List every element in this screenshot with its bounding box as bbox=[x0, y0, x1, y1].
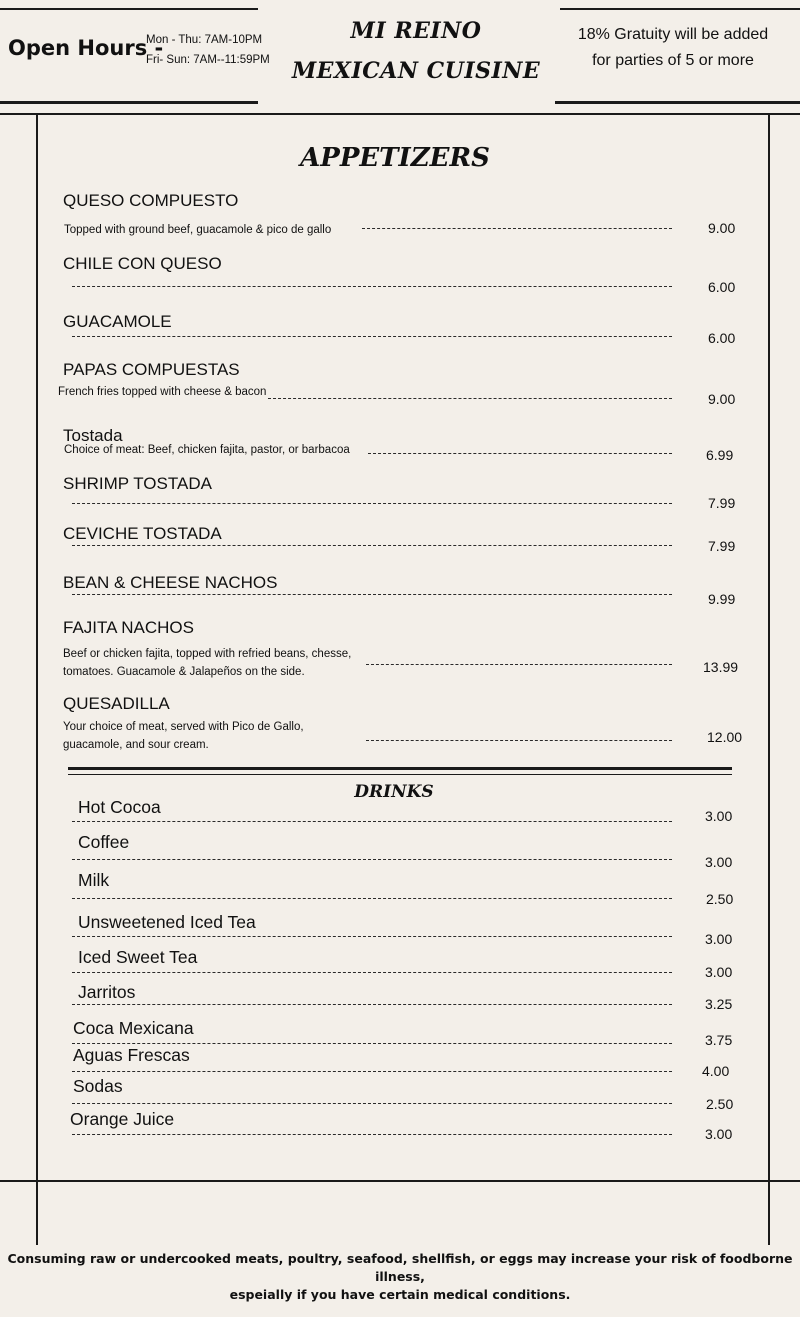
leader-line bbox=[362, 228, 672, 229]
frame-left-border bbox=[36, 113, 38, 1245]
header-rule-top-right bbox=[560, 8, 800, 10]
header-rule-right-thick bbox=[555, 101, 800, 104]
leader-line bbox=[72, 859, 672, 860]
header-rule-left-thick bbox=[0, 101, 258, 104]
item-name: QUESO COMPUESTO bbox=[63, 191, 239, 210]
item-description: Your choice of meat, served with Pico de Gallo, guacamole, and sour cream. bbox=[63, 721, 304, 751]
item-name: Hot Cocoa bbox=[78, 797, 161, 817]
leader-line bbox=[72, 1004, 672, 1005]
item-name: Milk bbox=[78, 870, 110, 890]
leader-line bbox=[368, 453, 672, 454]
drinks-divider-thin bbox=[68, 774, 732, 775]
item-name: QUESADILLA bbox=[63, 694, 170, 713]
drinks-title: DRINKS bbox=[354, 782, 434, 802]
item-price: 3.00 bbox=[705, 964, 733, 980]
frame-top-rule bbox=[0, 113, 800, 115]
item-name: Sodas bbox=[73, 1076, 123, 1096]
item-price: 6.00 bbox=[708, 279, 736, 295]
item-name: Unsweetened Iced Tea bbox=[78, 912, 256, 932]
hours-weekday: Mon - Thu: 7AM-10PM bbox=[146, 34, 263, 46]
item-name: CEVICHE TOSTADA bbox=[63, 524, 222, 543]
item-name: Tostada bbox=[63, 426, 123, 445]
item-price: 2.50 bbox=[706, 1096, 734, 1112]
item-price: 2.50 bbox=[706, 891, 734, 907]
item-price: 9.00 bbox=[708, 391, 736, 407]
item-price: 12.00 bbox=[707, 729, 743, 745]
hours-weekend: Fri- Sun: 7AM--11:59PM bbox=[146, 54, 270, 66]
item-price: 6.00 bbox=[708, 330, 736, 346]
item-name: GUACAMOLE bbox=[63, 312, 172, 331]
item-description: French fries topped with cheese & bacon bbox=[58, 386, 267, 398]
leader-line bbox=[72, 594, 672, 595]
item-price: 3.00 bbox=[705, 1126, 733, 1142]
leader-line bbox=[268, 398, 672, 399]
item-name: Orange Juice bbox=[70, 1109, 175, 1129]
open-hours-label: Open Hours - bbox=[8, 36, 164, 60]
frame-bottom-rule bbox=[0, 1180, 800, 1182]
leader-line bbox=[72, 1071, 672, 1072]
item-price: 13.99 bbox=[703, 659, 739, 675]
item-price: 6.99 bbox=[706, 447, 734, 463]
leader-line bbox=[72, 286, 672, 287]
leader-line bbox=[72, 503, 672, 504]
item-price: 3.00 bbox=[705, 808, 733, 824]
restaurant-subtitle: MEXICAN CUISINE bbox=[291, 58, 541, 84]
appetizers-title: APPETIZERS bbox=[300, 143, 490, 173]
leader-line bbox=[366, 740, 672, 741]
leader-line bbox=[72, 545, 672, 546]
item-description: Topped with ground beef, guacamole & pico de gallo bbox=[64, 224, 332, 236]
gratuity-notice: 18% Gratuity will be added for parties of 5 or more bbox=[577, 26, 769, 69]
warning-line-1: Consuming raw or undercooked meats, poultry, seafood, shellfish, or eggs may increase your risk of foodborne illness, bbox=[7, 1251, 793, 1284]
drinks-divider-thick bbox=[68, 767, 732, 770]
item-name: FAJITA NACHOS bbox=[63, 618, 194, 637]
item-price: 3.00 bbox=[705, 854, 733, 870]
leader-line bbox=[72, 972, 672, 973]
item-name: CHILE CON QUESO bbox=[63, 254, 222, 273]
food-safety-warning bbox=[0, 1250, 800, 1304]
item-name: Jarritos bbox=[78, 982, 136, 1002]
warning-line-2: espeially if you have certain medical conditions. bbox=[229, 1287, 571, 1302]
item-name: Aguas Frescas bbox=[73, 1045, 190, 1065]
item-price: 3.75 bbox=[705, 1032, 733, 1048]
restaurant-name: MI REINO bbox=[350, 18, 482, 44]
leader-line bbox=[72, 1134, 672, 1135]
item-name: Iced Sweet Tea bbox=[78, 947, 198, 967]
item-description: Beef or chicken fajita, topped with refried beans, chesse, tomatoes. Guacamole & Jalapeños on the side. bbox=[63, 648, 352, 678]
header-rule-top-left bbox=[0, 8, 258, 10]
item-price: 3.25 bbox=[705, 996, 733, 1012]
leader-line bbox=[72, 936, 672, 937]
leader-line bbox=[72, 1043, 672, 1044]
item-price: 9.99 bbox=[708, 591, 736, 607]
item-name: Coffee bbox=[78, 832, 130, 852]
leader-line bbox=[72, 1103, 672, 1104]
item-name: PAPAS COMPUESTAS bbox=[63, 360, 240, 379]
leader-line bbox=[72, 898, 672, 899]
leader-line bbox=[72, 336, 672, 337]
item-price: 9.00 bbox=[708, 220, 736, 236]
leader-line bbox=[72, 821, 672, 822]
item-name: BEAN & CHEESE NACHOS bbox=[63, 573, 278, 592]
item-name: Coca Mexicana bbox=[73, 1018, 194, 1038]
item-price: 4.00 bbox=[702, 1063, 730, 1079]
leader-line bbox=[366, 664, 672, 665]
item-price: 7.99 bbox=[708, 495, 736, 511]
item-price: 3.00 bbox=[705, 931, 733, 947]
item-name: SHRIMP TOSTADA bbox=[63, 474, 212, 493]
item-price: 7.99 bbox=[708, 538, 736, 554]
frame-right-border bbox=[768, 113, 770, 1245]
item-description: Choice of meat: Beef, chicken fajita, pastor, or barbacoa bbox=[64, 444, 350, 456]
